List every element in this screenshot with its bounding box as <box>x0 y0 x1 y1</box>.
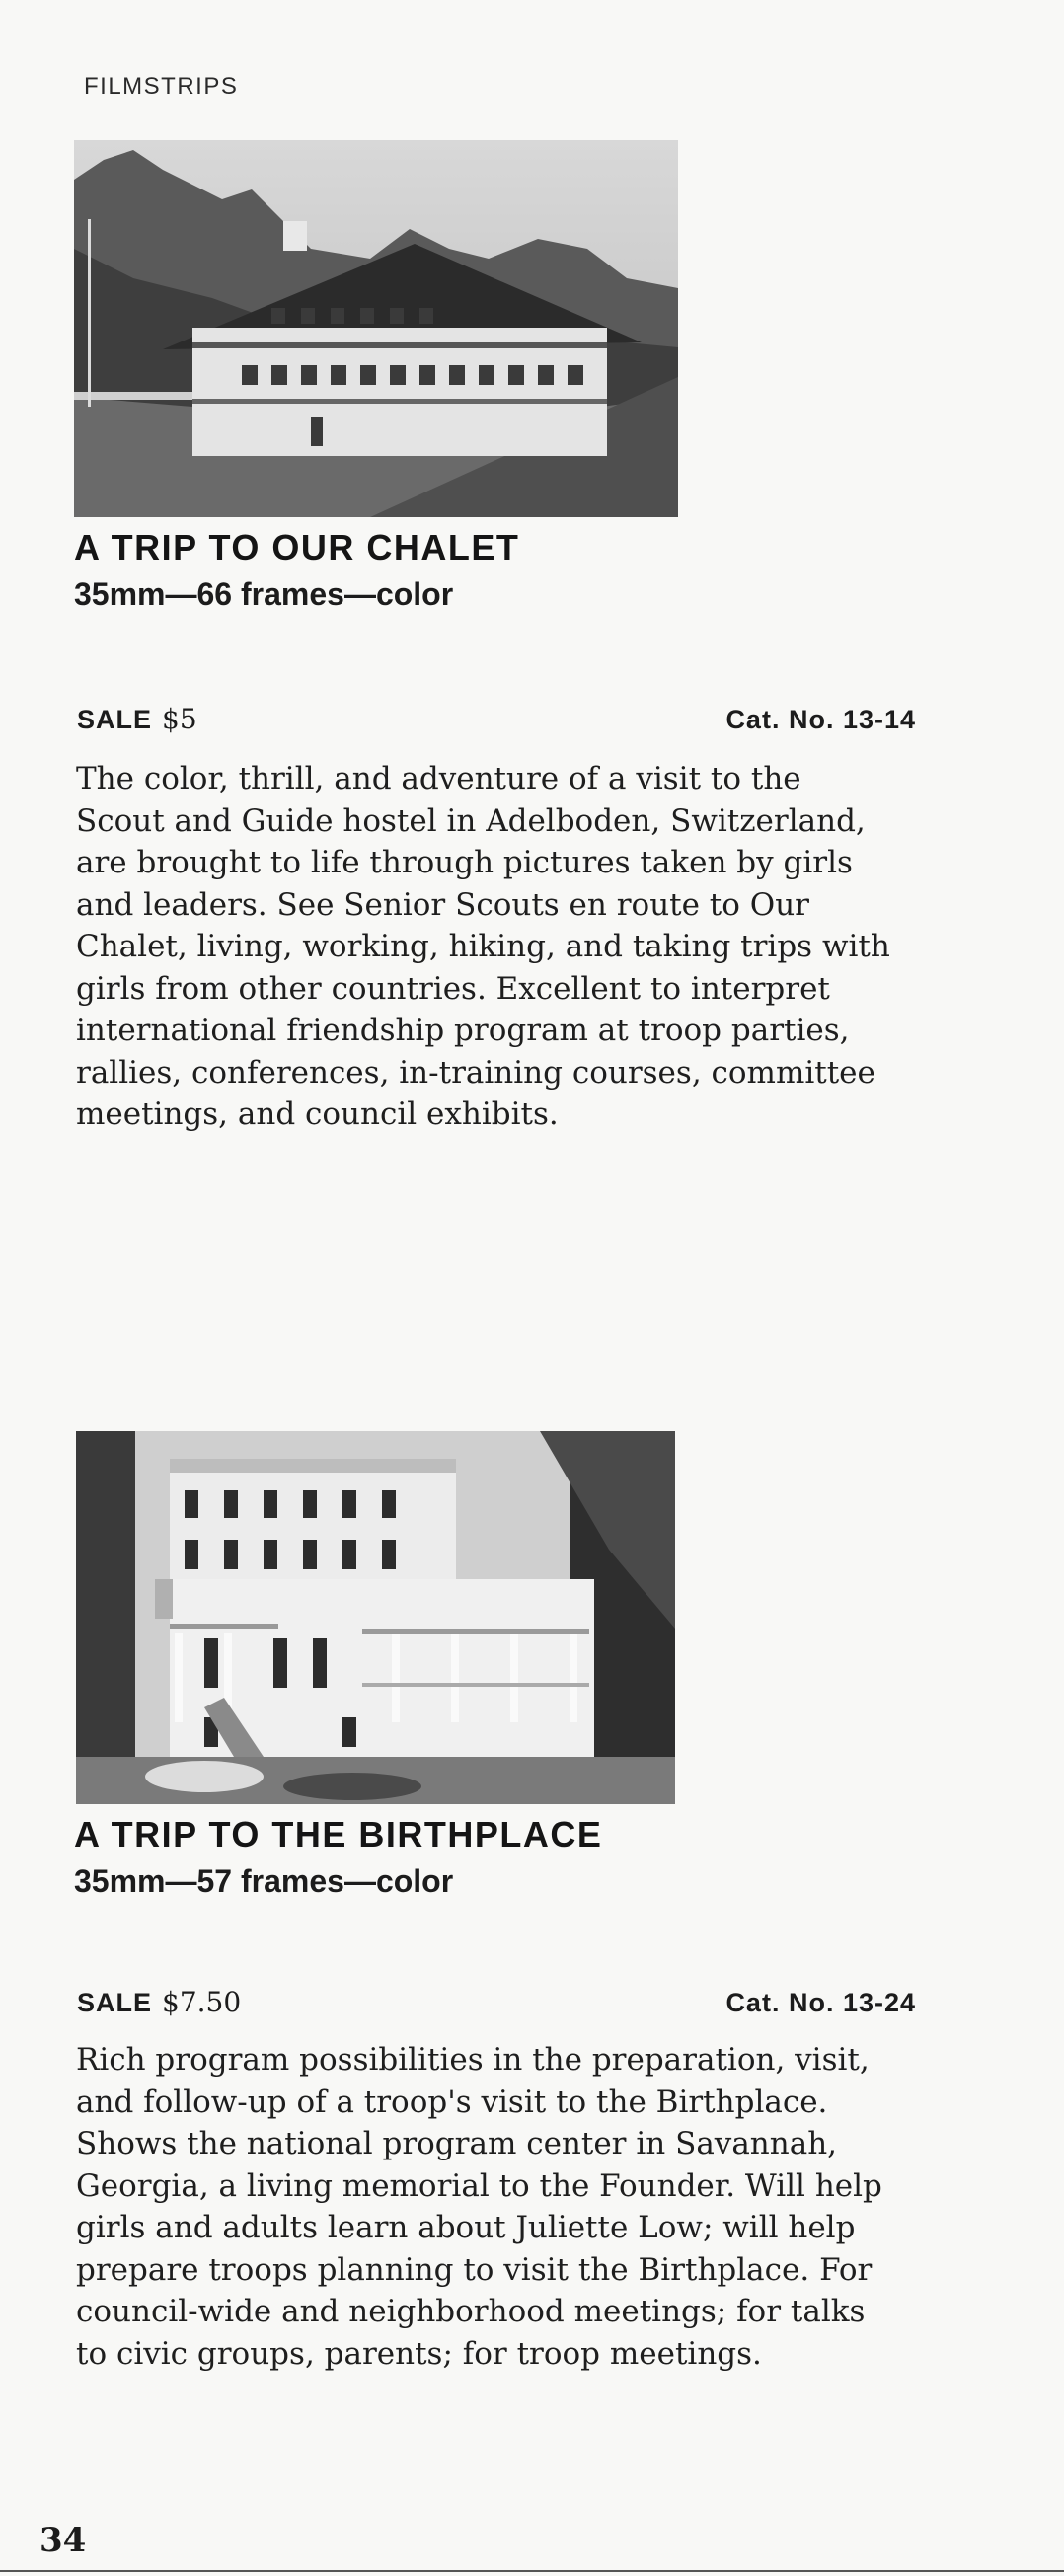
catalog-number: Cat. No. 13-14 <box>725 705 916 734</box>
description-line: Chalet, living, working, hiking, and taking trips with <box>76 929 890 964</box>
chalet-photo <box>74 140 678 517</box>
entry-1-title: A TRIP TO OUR CHALET <box>74 527 520 568</box>
description-line: The color, thrill, and adventure of a visit to the <box>76 761 801 796</box>
description-line: Shows the national program center in Savannah, <box>76 2126 838 2161</box>
entry-1-format: 35mm—66 frames—color <box>74 576 454 612</box>
description-line: international friendship program at troop parties, <box>76 1013 850 1048</box>
entry-1-description <box>76 758 964 1136</box>
description-line: council-wide and neighborhood meetings; for talks <box>76 2294 866 2329</box>
section-heading: FILMSTRIPS <box>84 73 239 100</box>
description-line: and leaders. See Senior Scouts en route to Our <box>76 886 809 923</box>
description-line: Scout and Guide hostel in Adelboden, Switzerland, <box>76 802 866 839</box>
description-line: girls and adults learn about Juliette Low; will help <box>76 2210 856 2245</box>
price: $7.50 <box>162 1986 242 2018</box>
description-line: to civic groups, parents; for troop meetings. <box>76 2335 762 2372</box>
description-line: prepare troops planning to visit the Birthplace. For <box>76 2251 873 2288</box>
birthplace-photo <box>76 1431 675 1804</box>
description-line: Georgia, a living memorial to the Founder. Will help <box>76 2167 882 2204</box>
description-line: and follow-up of a troop's visit to the Birthplace. <box>76 2084 828 2120</box>
entry-2-sale-row <box>77 1986 916 2018</box>
description-line: rallies, conferences, in-training courses, committee <box>76 1054 875 1091</box>
entry-2-description <box>76 2039 964 2375</box>
page-number: 34 <box>39 2521 87 2560</box>
entry-2-format: 35mm—57 frames—color <box>74 1863 454 1899</box>
sale-label: SALE <box>77 705 153 734</box>
entry-2-title: A TRIP TO THE BIRTHPLACE <box>74 1814 603 1855</box>
entry-1-sale-row <box>77 703 916 735</box>
description-line: are brought to life through pictures taken by girls <box>76 845 853 880</box>
description-line: Rich program possibilities in the preparation, visit, <box>76 2042 870 2078</box>
description-line: girls from other countries. Excellent to interpret <box>76 970 830 1007</box>
sale-label: SALE <box>77 1988 153 2017</box>
description-line: meetings, and council exhibits. <box>76 1097 559 1132</box>
catalog-number: Cat. No. 13-24 <box>725 1988 916 2017</box>
price: $5 <box>162 703 197 735</box>
bottom-rule <box>0 2570 1064 2572</box>
